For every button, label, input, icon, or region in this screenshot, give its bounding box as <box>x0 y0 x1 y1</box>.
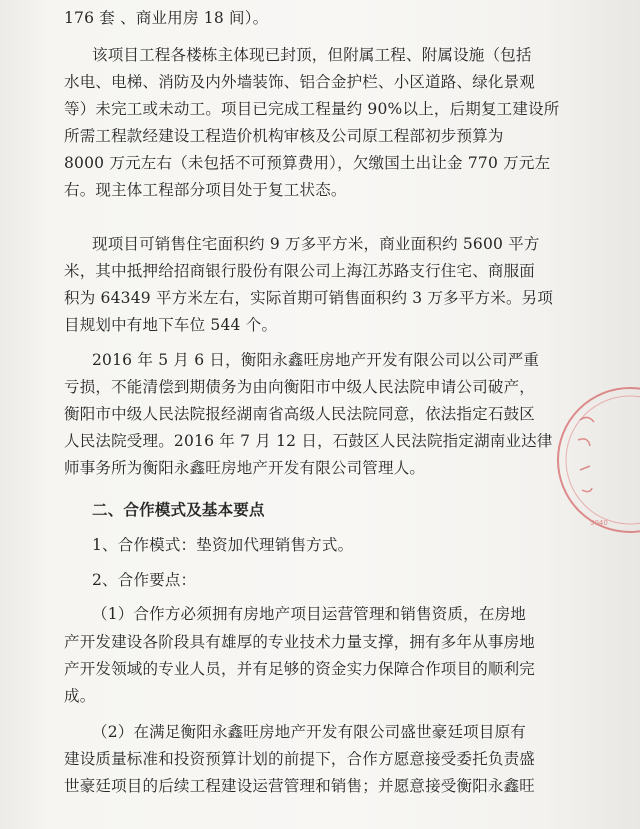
text-line: 产开发建设各阶段具有雄厚的专业技术力量支撑，拥有多年从事房地 <box>64 633 536 651</box>
text-line: 积为 64349 平方米左右，实际首期可销售面积约 3 万多平方米。另项 <box>64 289 554 307</box>
text-line: 人民法院受理。2016 年 7 月 12 日，石鼓区人民法院指定湖南业达律 <box>64 432 553 450</box>
text-line: 师事务所为衡阳永鑫旺房地产开发有限公司管理人。 <box>64 459 426 477</box>
text-line: 建设质量标准和投资预算计划的前提下，合作方愿意接受委托负责盛 <box>64 750 536 768</box>
text-line: 米，其中抵押给招商银行股份有限公司上海江苏路支行住宅、商服面 <box>64 262 536 280</box>
section-heading: 二、合作模式及基本要点 <box>92 501 265 519</box>
text-line: 该项目工程各楼栋主体现已封顶，但附属工程、附属设施（包括 <box>92 46 532 64</box>
text-line: 亏损，不能清偿到期债务为由向衡阳市中级人民法院申请公司破产， <box>64 378 536 396</box>
text-line: 世豪廷项目的后续工程建设运营管理和销售；并愿意接受衡阳永鑫旺 <box>64 777 536 795</box>
text-line: 目规划中有地下车位 544 个。 <box>64 316 278 334</box>
text-line: 176 套 、商业用房 18 间）。 <box>64 9 269 27</box>
text-line: 8000 万元左右（未包括不可预算费用），欠缴国土出让金 770 万元左 <box>64 154 551 172</box>
seal-text: 3040 <box>590 519 608 527</box>
text-line: 等）未完工或未动工。项目已完成工程量约 90%以上，后期复工建设所 <box>64 100 560 118</box>
text-line: 右。现主体工程部分项目处于复工状态。 <box>64 181 347 199</box>
text-line: 2、合作要点： <box>92 571 197 589</box>
text-line: 成。 <box>64 687 96 705</box>
text-line: 2016 年 5 月 6 日，衡阳永鑫旺房地产开发有限公司以公司严重 <box>92 351 540 369</box>
text-line: 水电、电梯、消防及内外墙装饰、铝合金护栏、小区道路、绿化景观 <box>64 73 536 91</box>
text-line: 现项目可销售住宅面积约 9 万多平方米，商业面积约 5600 平方 <box>92 235 540 253</box>
text-line: （1）合作方必须拥有房地产项目运营管理和销售资质，在房地 <box>92 605 526 623</box>
text-line: 所需工程款经建设工程造价机构审核及公司原工程部初步预算为 <box>64 127 504 145</box>
text-line: （2）在满足衡阳永鑫旺房地产开发有限公司盛世豪廷项目原有 <box>92 723 526 741</box>
text-line: 产开发领域的专业人员，并有足够的资金实力保障合作项目的顺利完 <box>64 660 536 678</box>
text-line: 衡阳市中级人民法院报经湖南省高级人民法院同意，依法指定石鼓区 <box>64 405 536 423</box>
text-line: 1、合作模式：垫资加代理销售方式。 <box>92 536 354 554</box>
